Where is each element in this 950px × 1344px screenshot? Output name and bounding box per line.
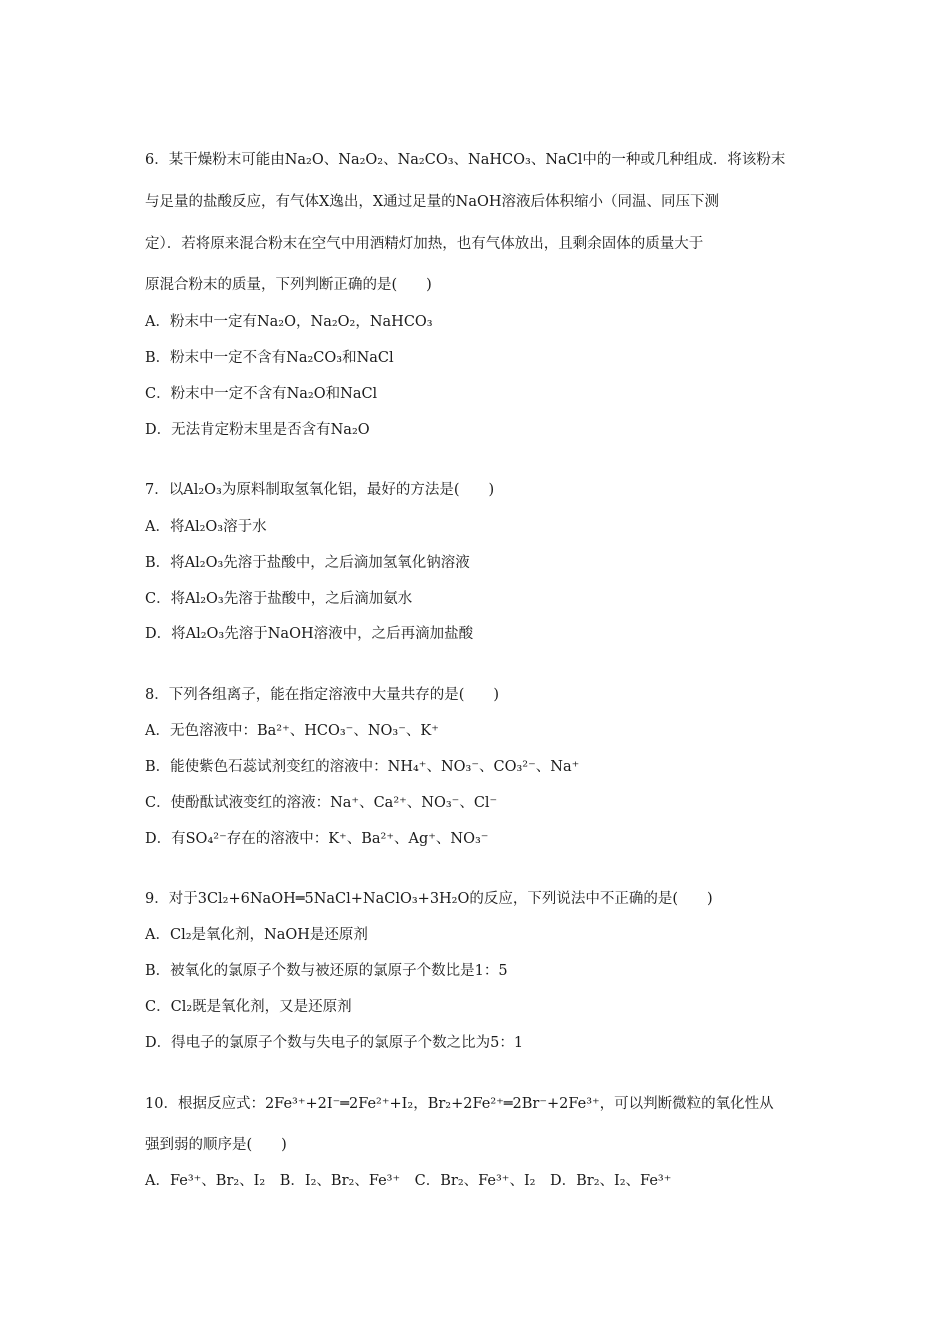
question-7-option-b: B．将Al₂O₃先溶于盐酸中，之后滴加氢氧化钠溶液 — [145, 555, 470, 571]
question-8-option-b: B．能使紫色石蕊试剂变红的溶液中：NH₄⁺、NO₃⁻、CO₃²⁻、Na⁺ — [145, 759, 580, 775]
question-8-option-c: C．使酚酞试液变红的溶液：Na⁺、Ca²⁺、NO₃⁻、Cl⁻ — [145, 795, 498, 811]
question-9-option-d: D．得电子的氯原子个数与失电子的氯原子个数之比为5：1 — [145, 1035, 524, 1051]
question-9-option-c: C．Cl₂既是氧化剂，又是还原剂 — [145, 999, 352, 1015]
question-9-option-a: A．Cl₂是氧化剂，NaOH是还原剂 — [145, 927, 368, 943]
question-7-stem: 7．以Al₂O₃为原料制取氢氧化铝，最好的方法是( ) — [145, 482, 495, 498]
question-10-stem-line-2: 强到弱的顺序是( ) — [145, 1137, 287, 1153]
question-7-option-a: A．将Al₂O₃溶于水 — [145, 519, 267, 535]
question-6-stem-line-4: 原混合粉末的质量，下列判断正确的是( ) — [145, 277, 432, 293]
question-10-stem-line-1: 10．根据反应式：2Fe³⁺+2I⁻═2Fe²⁺+I₂，Br₂+2Fe²⁺═2Br⁻+2Fe³⁺，可以判断微粒的氧化性从 — [145, 1096, 774, 1112]
question-6-option-b: B．粉末中一定不含有Na₂CO₃和NaCl — [145, 350, 394, 366]
question-9-option-b: B．被氧化的氯原子个数与被还原的氯原子个数比是1：5 — [145, 963, 508, 979]
question-6-option-a: A．粉末中一定有Na₂O，Na₂O₂，NaHCO₃ — [145, 314, 433, 330]
question-7-option-d: D．将Al₂O₃先溶于NaOH溶液中，之后再滴加盐酸 — [145, 626, 474, 642]
question-8-option-d: D．有SO₄²⁻存在的溶液中：K⁺、Ba²⁺、Ag⁺、NO₃⁻ — [145, 831, 489, 847]
question-8-option-a: A．无色溶液中：Ba²⁺、HCO₃⁻、NO₃⁻、K⁺ — [145, 723, 439, 739]
question-8-stem: 8．下列各组离子，能在指定溶液中大量共存的是( ) — [145, 687, 500, 703]
question-7-option-c: C．将Al₂O₃先溶于盐酸中，之后滴加氨水 — [145, 591, 413, 607]
question-6-stem-line-2: 与足量的盐酸反应，有气体X逸出，X通过足量的NaOH溶液后体积缩小（同温、同压下测 — [145, 194, 720, 210]
question-6-stem-line-1: 6．某干燥粉末可能由Na₂O、Na₂O₂、Na₂CO₃、NaHCO₃、NaCl中的一种或几种组成．将该粉末 — [145, 152, 786, 168]
question-6-stem-line-3: 定）．若将原来混合粉末在空气中用酒精灯加热，也有气体放出，且剩余固体的质量大于 — [145, 236, 704, 252]
question-6-option-d: D．无法肯定粉末里是否含有Na₂O — [145, 422, 370, 438]
question-6-option-c: C．粉末中一定不含有Na₂O和NaCl — [145, 386, 378, 402]
question-10-options: A．Fe³⁺、Br₂、I₂ B．I₂、Br₂、Fe³⁺ C．Br₂、Fe³⁺、I₂ D．Br₂、I₂、Fe³⁺ — [145, 1173, 672, 1189]
question-9-stem: 9．对于3Cl₂+6NaOH═5NaCl+NaClO₃+3H₂O的反应，下列说法中不正确的是( ) — [145, 891, 713, 907]
